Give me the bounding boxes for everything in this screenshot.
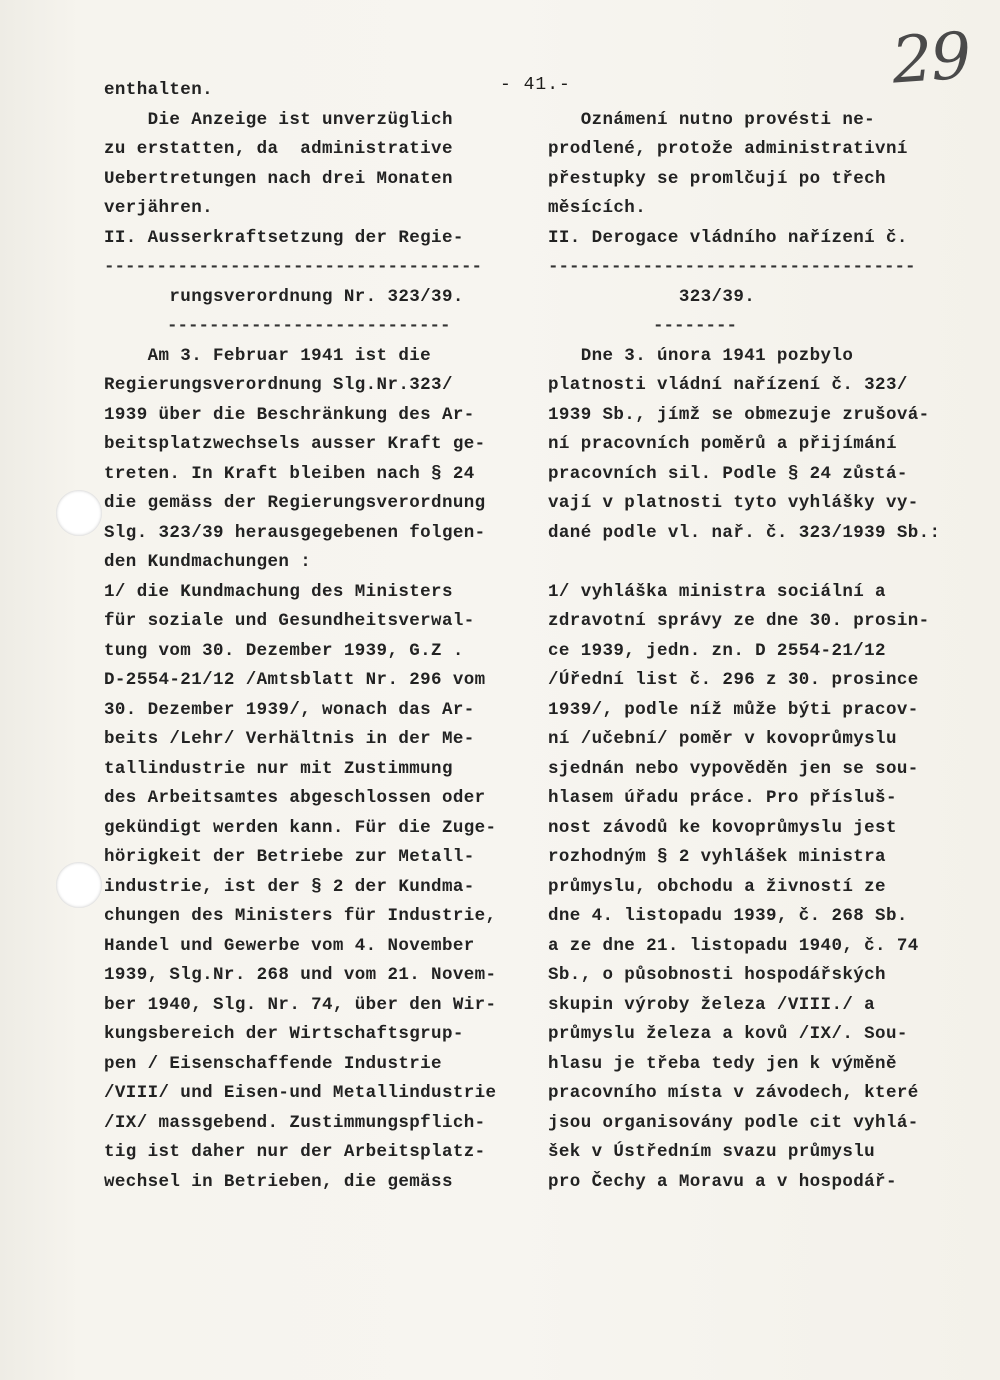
german-text-line: verjähren. — [104, 198, 214, 218]
german-text-line: --------------------------- — [104, 316, 451, 336]
german-text-line: 1939, Slg.Nr. 268 und vom 21. Novem- — [104, 965, 497, 985]
german-text-line: gekündigt werden kann. Für die Zuge- — [104, 817, 497, 838]
german-text-line: Slg. 323/39 herausgegebenen folgen- — [104, 522, 486, 543]
german-text-line: /VIII/ und Eisen-und Metallindustrie — [104, 1083, 497, 1103]
czech-text-line: sjednán nebo vypověděn jen se sou- — [548, 758, 919, 779]
punch-hole-lower — [56, 862, 102, 908]
page-number: - 41.- — [500, 75, 571, 95]
german-text-line: Am 3. Februar 1941 ist die — [104, 345, 432, 366]
czech-text-line: Dne 3. února 1941 pozbylo — [548, 345, 854, 366]
german-text-line: des Arbeitsamtes abgeschlossen oder — [104, 788, 486, 808]
czech-text-line: ----------------------------------- — [548, 257, 916, 277]
czech-text-line: 1939 Sb., jímž se obmezuje zrušová- — [548, 404, 930, 425]
german-text-line: Die Anzeige ist unverzüglich — [104, 109, 453, 130]
czech-text-line: ce 1939, jedn. zn. D 2554-21/12 — [548, 640, 886, 661]
german-text-line: treten. In Kraft bleiben nach § 24 — [104, 463, 475, 484]
czech-text-line: Oznámení nutno provésti ne- — [548, 109, 876, 130]
german-text-line: für soziale und Gesundheitsverwal- — [104, 611, 475, 631]
czech-text-line: 323/39. — [548, 286, 756, 307]
german-text-line: D-2554-21/12 /Amtsblatt Nr. 296 vom — [104, 670, 486, 690]
german-text-line: 30. Dezember 1939/, wonach das Ar- — [104, 699, 475, 720]
czech-text-line: přestupky se promlčují po třech — [548, 168, 886, 189]
czech-text-line: šek v Ústředním svazu průmyslu — [548, 1142, 876, 1162]
czech-text-line: jsou organisovány podle cit vyhlá- — [548, 1112, 919, 1133]
german-column — [104, 76, 534, 1197]
german-text-line: ber 1940, Slg. Nr. 74, über den Wir- — [104, 994, 497, 1015]
czech-text-line: a ze dne 21. listopadu 1940, č. 74 — [548, 935, 919, 956]
german-text-line: industrie, ist der § 2 der Kundma- — [104, 876, 475, 897]
german-text-line: pen / Eisenschaffende Industrie — [104, 1053, 442, 1074]
german-text-line: chungen des Ministers für Industrie, — [104, 906, 497, 926]
german-text-line: beitsplatzwechsels ausser Kraft ge- — [104, 434, 486, 454]
czech-text-line: ní pracovních poměrů a přijímání — [548, 434, 897, 454]
german-text-line: die gemäss der Regierungsverordnung — [104, 493, 486, 513]
czech-text-line: pro Čechy a Moravu a v hospodář- — [548, 1171, 897, 1192]
german-text-line: beits /Lehr/ Verhältnis in der Me- — [104, 729, 475, 749]
german-text-line: zu erstatten, da administrative — [104, 139, 453, 159]
czech-text-line: měsících. — [548, 198, 647, 218]
german-text-line: tallindustrie nur mit Zustimmung — [104, 758, 453, 779]
punch-hole-upper — [56, 490, 102, 536]
czech-text-line: Sb., o působnosti hospodářských — [548, 965, 886, 985]
german-text-line: Handel und Gewerbe vom 4. November — [104, 935, 475, 956]
german-text-line: 1/ die Kundmachung des Ministers — [104, 581, 453, 602]
czech-text-line: 1/ vyhláška ministra sociální a — [548, 581, 886, 602]
czech-text-line: skupin výroby železa /VIII./ a — [548, 994, 876, 1015]
czech-text-line: nost závodů ke kovoprůmyslu jest — [548, 817, 897, 838]
czech-text-line: prodlené, protože administrativní — [548, 139, 908, 159]
german-text-line: 1939 über die Beschränkung des Ar- — [104, 404, 475, 425]
czech-text-line: průmyslu, obchodu a živností ze — [548, 876, 886, 897]
german-text-line: ------------------------------------ — [104, 257, 483, 277]
czech-text-line — [548, 548, 968, 578]
czech-text-line: průmyslu železa a kovů /IX/. Sou- — [548, 1024, 908, 1044]
czech-text-line: II. Derogace vládního nařízení č. — [548, 227, 908, 248]
german-text-line: tig ist daher nur der Arbeitsplatz- — [104, 1142, 486, 1162]
german-text-line: II. Ausserkraftsetzung der Regie- — [104, 227, 464, 248]
handwritten-page-number: 29 — [889, 19, 972, 99]
czech-text-line: zdravotní správy ze dne 30. prosin- — [548, 611, 930, 631]
german-text-line: /IX/ massgebend. Zustimmungspflich- — [104, 1112, 486, 1133]
czech-text-line: vají v platnosti tyto vyhlášky vy- — [548, 493, 919, 513]
german-text-line: kungsbereich der Wirtschaftsgrup- — [104, 1024, 464, 1044]
german-text-line: hörigkeit der Betriebe zur Metall- — [104, 847, 475, 867]
german-text-line: Regierungsverordnung Slg.Nr.323/ — [104, 375, 453, 395]
czech-text-line: 1939/, podle níž může býti pracov- — [548, 699, 919, 720]
czech-text-line: dané podle vl. nař. č. 323/1939 Sb.: — [548, 522, 941, 543]
czech-text-line: /Úřední list č. 296 z 30. prosince — [548, 670, 919, 690]
german-text-line: enthalten. — [104, 80, 214, 100]
german-text-line: tung vom 30. Dezember 1939, G.Z . — [104, 640, 464, 661]
german-text-line: den Kundmachungen : — [104, 552, 312, 572]
czech-column — [548, 76, 968, 1197]
czech-text-line: rozhodným § 2 vyhlášek ministra — [548, 847, 886, 867]
czech-text-line: hlasem úřadu práce. Pro přísluš- — [548, 788, 897, 808]
czech-text-line: pracovního místa v závodech, které — [548, 1083, 919, 1103]
german-text-line: Uebertretungen nach drei Monaten — [104, 168, 453, 189]
czech-text-line: ní /učební/ poměr v kovoprůmyslu — [548, 729, 897, 749]
czech-text-line: hlasu je třeba tedy jen k výměně — [548, 1053, 897, 1074]
czech-text-line: pracovních sil. Podle § 24 zůstá- — [548, 463, 908, 484]
czech-text-line: -------- — [548, 316, 738, 336]
czech-text-line: dne 4. listopadu 1939, č. 268 Sb. — [548, 906, 908, 926]
german-text-line: wechsel in Betrieben, die gemäss — [104, 1171, 453, 1192]
czech-text-line: platnosti vládní nařízení č. 323/ — [548, 375, 908, 395]
czech-text-line — [548, 76, 968, 106]
german-text-line: rungsverordnung Nr. 323/39. — [104, 286, 464, 307]
